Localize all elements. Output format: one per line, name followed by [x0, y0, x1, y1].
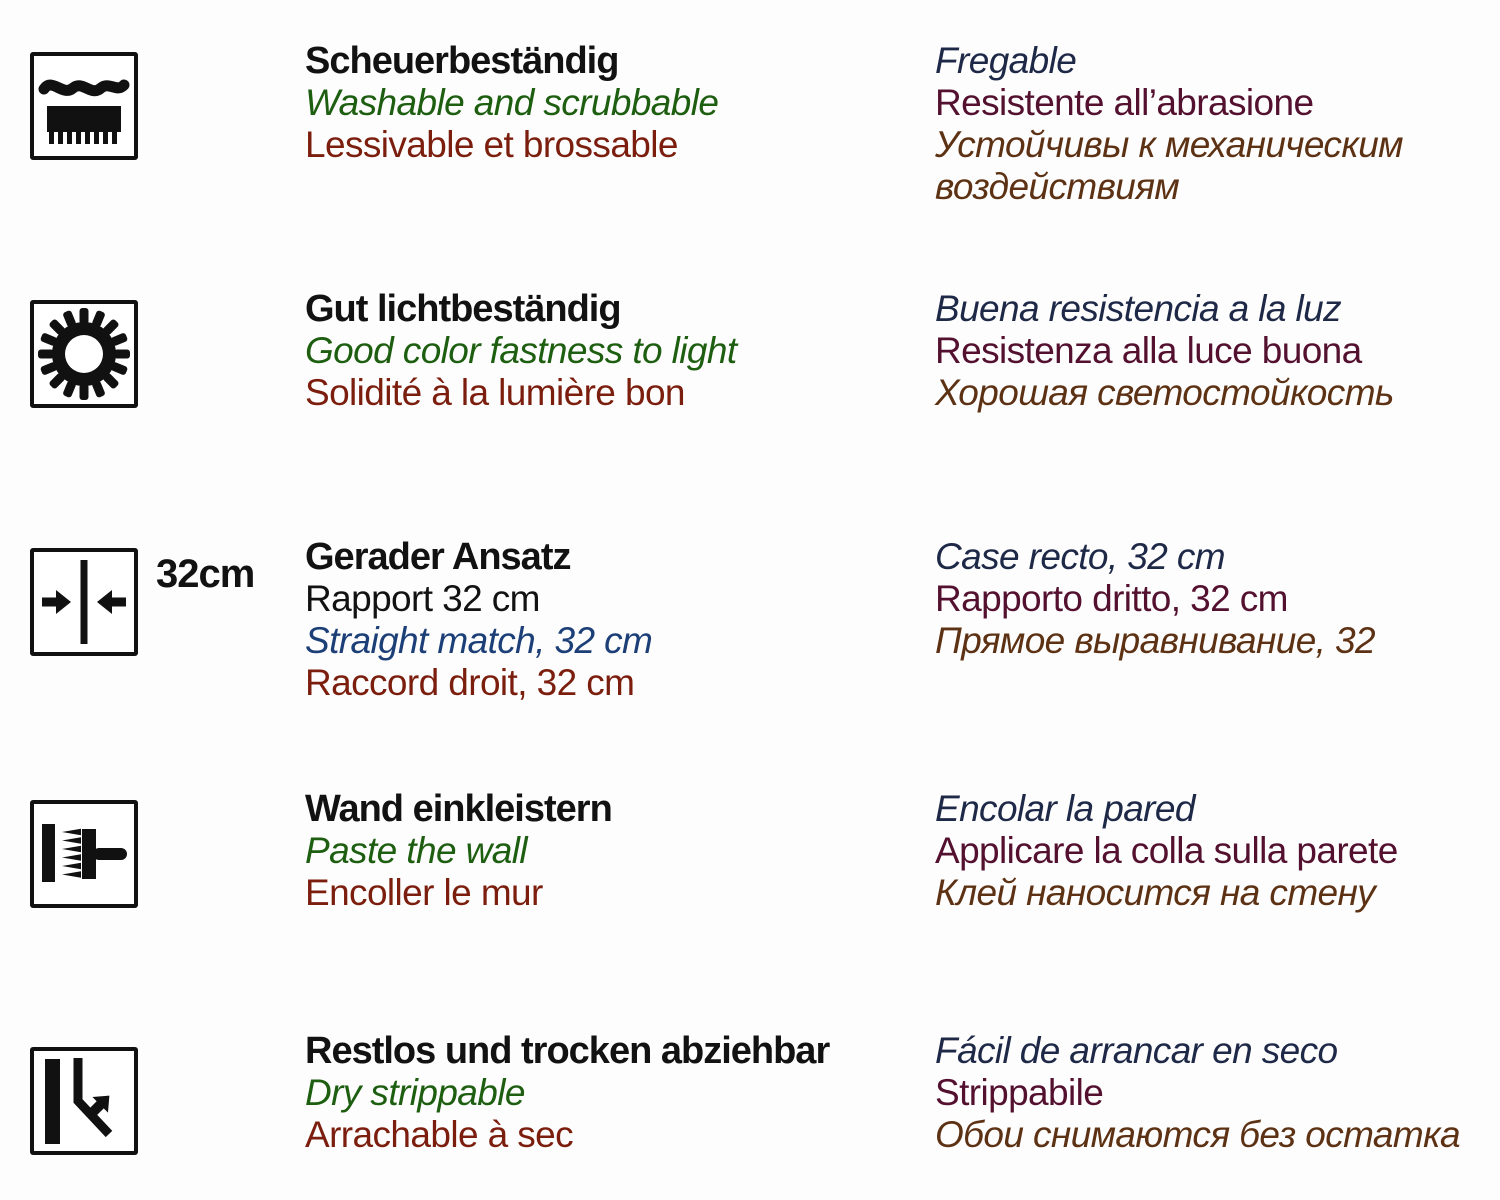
labels-left [305, 788, 930, 914]
label-german: Gerader Ansatz [305, 536, 571, 578]
scrub-brush-icon [30, 52, 138, 160]
label-english: Paste the wall [305, 830, 527, 871]
dry-strippable-icon [30, 1047, 138, 1155]
label-russian: Устойчивы к механическим воздействиям [935, 124, 1403, 207]
label-spanish: Encolar la pared [935, 788, 1195, 829]
label-english: Good color fastness to light [305, 330, 737, 371]
repeat-size-label: 32cm [156, 552, 255, 596]
paste-the-wall-icon [30, 800, 138, 908]
label-spanish: Fácil de arrancar en seco [935, 1030, 1338, 1071]
label-spanish: Fregable [935, 40, 1077, 81]
label-german: Restlos und trocken abziehbar [305, 1030, 830, 1072]
labels-left [305, 536, 930, 704]
sun-gear-icon [30, 300, 138, 408]
label-german: Scheuerbeständig [305, 40, 619, 82]
labels-right [935, 40, 1495, 208]
labels-left [305, 288, 930, 414]
labels-right [935, 1030, 1495, 1156]
label-russian: Хорошая светостойкость [935, 372, 1394, 413]
label-italian: Applicare la colla sulla parete [935, 830, 1398, 871]
label-german: Gut lichtbeständig [305, 288, 621, 330]
label-french: Encoller le mur [305, 872, 543, 913]
label-french: Solidité à la lumière bon [305, 372, 685, 413]
label-english: Dry strippable [305, 1072, 525, 1113]
label-french: Raccord droit, 32 cm [305, 662, 635, 703]
label-french: Arrachable à sec [305, 1114, 574, 1155]
labels-right [935, 288, 1495, 414]
label-italian: Resistenza alla luce buona [935, 330, 1362, 371]
label-english: Straight match, 32 cm [305, 620, 653, 661]
label-english: Washable and scrubbable [305, 82, 719, 123]
label-spanish: Case recto, 32 cm [935, 536, 1226, 577]
labels-left [305, 40, 930, 166]
label-italian: Rapporto dritto, 32 cm [935, 578, 1288, 619]
label-german-2: Rapport 32 cm [305, 578, 540, 619]
labels-right [935, 536, 1495, 662]
label-russian: Обои снимаются без остатка [935, 1114, 1460, 1155]
labels-right [935, 788, 1495, 914]
label-spanish: Buena resistencia a la luz [935, 288, 1342, 329]
label-italian: Resistente all’abrasione [935, 82, 1314, 123]
label-german: Wand einkleistern [305, 788, 612, 830]
label-french: Lessivable et brossable [305, 124, 678, 165]
labels-left [305, 1030, 930, 1156]
straight-match-icon [30, 548, 138, 656]
label-russian: Прямое выравнивание, 32 [935, 620, 1375, 661]
label-italian: Strippabile [935, 1072, 1104, 1113]
label-russian: Клей наносится на стену [935, 872, 1376, 913]
